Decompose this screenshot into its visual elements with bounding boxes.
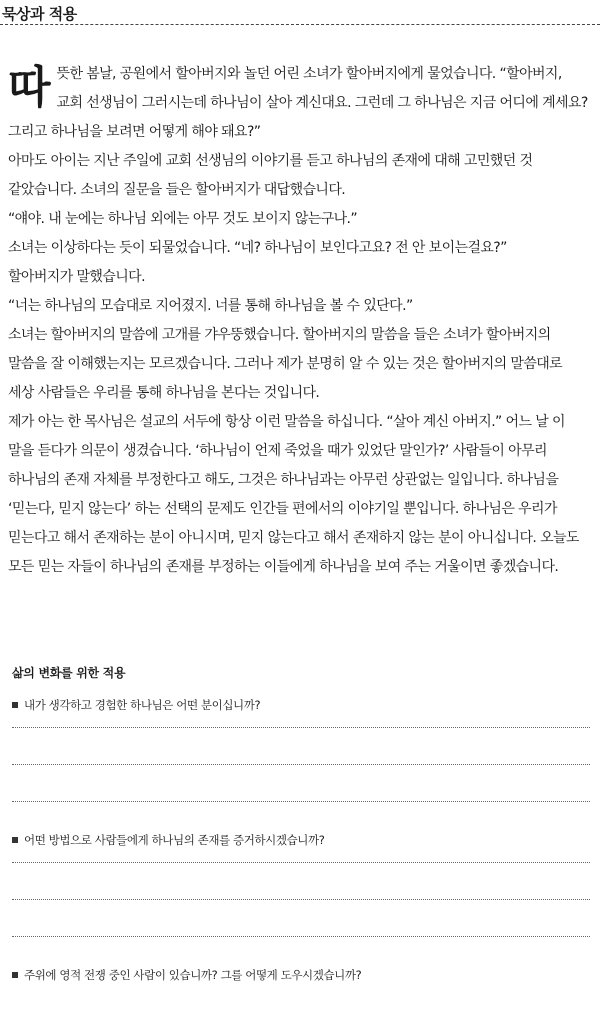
question xyxy=(12,695,590,715)
essay-paragraph xyxy=(8,60,590,147)
essay-paragraph: 소녀는 이상하다는 듯이 되물었습니다. “네? 하나님이 보인다고요? 전 안 보이는걸요?” xyxy=(8,240,507,256)
answer-line[interactable] xyxy=(12,801,590,802)
essay-paragraph: 소녀는 할아버지의 말씀에 고개를 갸우뚱했습니다. 할아버지의 말씀을 들은 소녀가 할아버지의 말씀을 잘 이해했는지는 모르겠습니다. 그러나 제가 분명히 알 수 있는 것은 할아버지의 말씀대로 세상 사람들은 우리를 통해 하나님을 본다는 것입니다. xyxy=(8,327,563,401)
application-title: 삶의 변화를 위한 적용 xyxy=(12,666,126,680)
answer-line[interactable] xyxy=(12,727,590,728)
application-section xyxy=(12,664,590,1007)
essay-paragraph-text: 뜻한 봄날, 공원에서 할아버지와 놀던 어린 소녀가 할아버지에게 물었습니다. “할아버지, 교회 선생님이 그러시는데 하나님이 살아 계신대요. 그런데 그 하나님은 지금 어디에 계세요? 그리고 하나님을 보려면 어떻게 해야 돼요?” xyxy=(8,66,588,140)
meditation-essay xyxy=(8,60,590,582)
question-text: 주위에 영적 전쟁 중인 사람이 있습니까? 그를 어떻게 도우시겠습니까? xyxy=(24,968,362,982)
question-block xyxy=(12,830,590,937)
section-title: 묵상과 적용 xyxy=(2,5,77,23)
page-header xyxy=(0,0,600,26)
question-text: 어떤 방법으로 사람들에게 하나님의 존재를 증거하시겠습니까? xyxy=(24,833,325,847)
question xyxy=(12,830,590,850)
question-text: 내가 생각하고 경험한 하나님은 어떤 분이십니까? xyxy=(24,698,261,712)
square-bullet-icon xyxy=(12,702,18,708)
question xyxy=(12,965,590,985)
essay-paragraph: “얘야. 내 눈에는 하나님 외에는 아무 것도 보이지 않는구나.” xyxy=(8,211,358,227)
essay-paragraph: 아마도 아이는 지난 주일에 교회 선생님의 이야기를 듣고 하나님의 존재에 대해 고민했던 것 같았습니다. 소녀의 질문을 들은 할아버지가 대답했습니다. xyxy=(8,153,533,198)
answer-line[interactable] xyxy=(12,899,590,900)
essay-paragraph: 제가 아는 한 목사님은 설교의 서두에 항상 이런 말씀을 하십니다. “살아 계신 아버지.” 어느 날 이 말을 듣다가 의문이 생겼습니다. ‘하나님이 언제 죽었을 때가 있었단 말인가?’ 사람들이 아무리 하나님의 존재 자체를 부정한다고 해도, 그것은 하나님과는 아무런 상관없는 일입니다. 하나님을 ‘믿는다, 믿지 않는다’ 하는 선택의 문제도 인간들 편에서의 이야기일 뿐입니다. 하나님은 우리가 믿는다고 해서 존재하는 분이 아니시며, 믿지 않는다고 해서 존재하지 않는 분이 아니십니다. 오늘도 모든 믿는 자들이 하나님의 존재를 부정하는 이들에게 하나님을 보여 주는 거울이면 좋겠습니다. xyxy=(8,414,579,575)
answer-line[interactable] xyxy=(12,862,590,863)
question-block xyxy=(12,695,590,802)
square-bullet-icon xyxy=(12,837,18,843)
essay-paragraph: “너는 하나님의 모습대로 지어졌지. 너를 통해 하나님을 볼 수 있단다.” xyxy=(8,298,413,314)
answer-line[interactable] xyxy=(12,764,590,765)
square-bullet-icon xyxy=(12,972,18,978)
question-block xyxy=(12,965,590,985)
drop-cap: 따 xyxy=(8,62,51,113)
header-divider xyxy=(0,24,600,25)
answer-line[interactable] xyxy=(12,936,590,937)
essay-paragraph: 할아버지가 말했습니다. xyxy=(8,269,145,285)
